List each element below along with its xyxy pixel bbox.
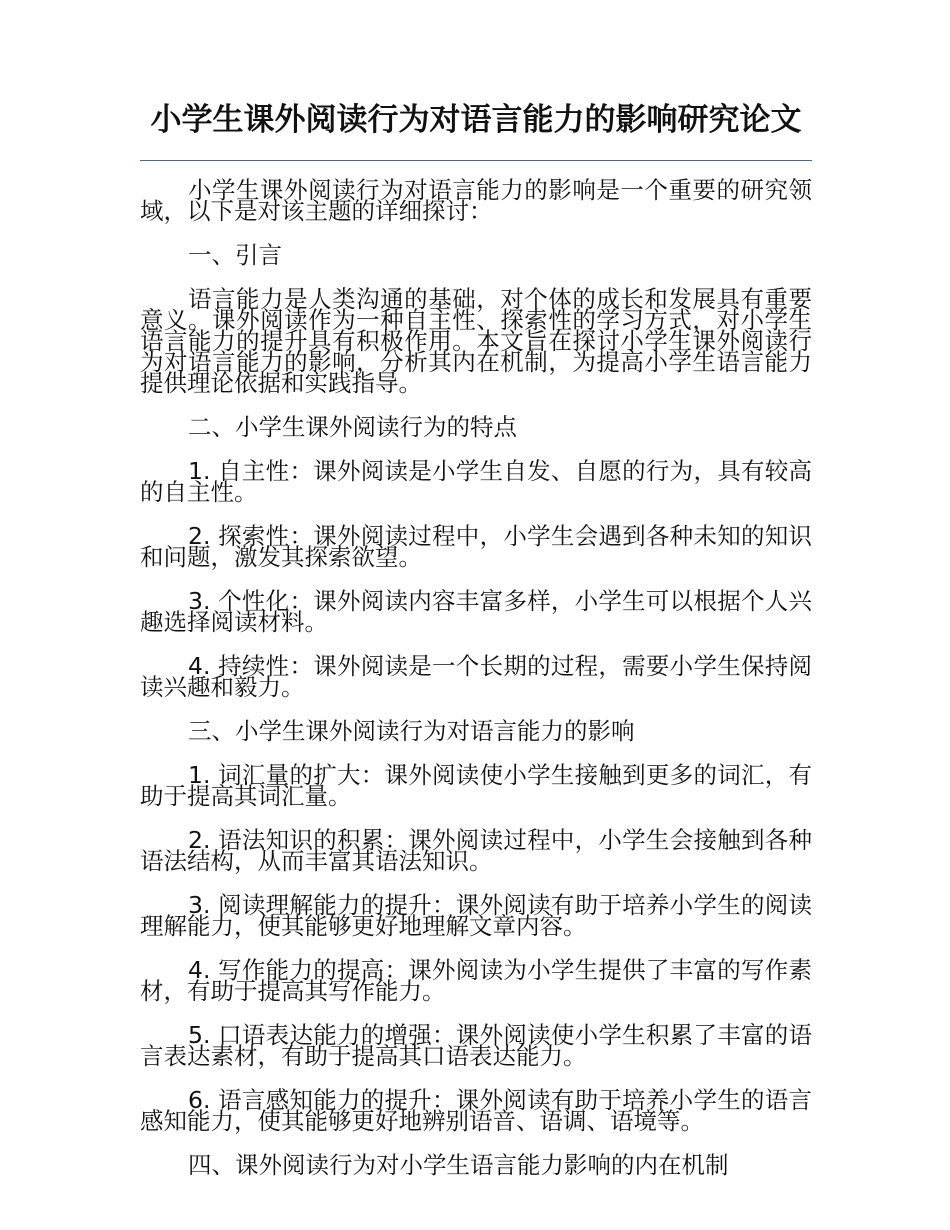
effect-item-perception: 6. 语言感知能力的提升：课外阅读有助于培养小学生的语言感知能力，使其能够更好地辨别语音、语调、语境等。 xyxy=(140,1086,812,1135)
section-heading-introduction: 一、引言 xyxy=(188,241,282,269)
introduction-paragraph: 语言能力是人类沟通的基础，对个体的成长和发展具有重要意义。课外阅读作为一种自主性、探索性的学习方式，对小学生语言能力的提升具有积极作用。本文旨在探讨小学生课外阅读行为对语言能力的影响，分析其内在机制，为提高小学生语言能力提供理论依据和实践指导。 xyxy=(140,285,812,397)
effect-item-vocabulary: 1. 词汇量的扩大：课外阅读使小学生接触到更多的词汇，有助于提高其词汇量。 xyxy=(140,761,812,810)
effect-item-speaking: 5. 口语表达能力的增强：课外阅读使小学生积累了丰富的语言表达素材，有助于提高其口语表达能力。 xyxy=(140,1021,812,1070)
effect-item-grammar: 2. 语法知识的积累：课外阅读过程中，小学生会接触到各种语法结构，从而丰富其语法知识。 xyxy=(140,826,812,875)
section-heading-effects: 三、小学生课外阅读行为对语言能力的影响 xyxy=(188,717,635,745)
effect-item-comprehension: 3. 阅读理解能力的提升：课外阅读有助于培养小学生的阅读理解能力，使其能够更好地理解文章内容。 xyxy=(140,891,812,940)
document-title: 小学生课外阅读行为对语言能力的影响研究论文 xyxy=(150,102,802,138)
feature-item-autonomy: 1. 自主性：课外阅读是小学生自发、自愿的行为，具有较高的自主性。 xyxy=(140,457,812,506)
feature-item-exploration: 2. 探索性：课外阅读过程中，小学生会遇到各种未知的知识和问题，激发其探索欲望。 xyxy=(140,522,812,571)
intro-paragraph: 小学生课外阅读行为对语言能力的影响是一个重要的研究领域，以下是对该主题的详细探讨： xyxy=(140,176,812,225)
document-body xyxy=(140,176,812,1199)
feature-item-personalization: 3. 个性化：课外阅读内容丰富多样，小学生可以根据个人兴趣选择阅读材料。 xyxy=(140,587,812,636)
section-heading-mechanism: 四、课外阅读行为对小学生语言能力影响的内在机制 xyxy=(188,1151,729,1179)
section-heading-reading-features: 二、小学生课外阅读行为的特点 xyxy=(188,413,517,441)
title-underline-divider xyxy=(140,160,812,161)
feature-item-persistence: 4. 持续性：课外阅读是一个长期的过程，需要小学生保持阅读兴趣和毅力。 xyxy=(140,652,812,701)
effect-item-writing: 4. 写作能力的提高：课外阅读为小学生提供了丰富的写作素材，有助于提高其写作能力。 xyxy=(140,956,812,1005)
